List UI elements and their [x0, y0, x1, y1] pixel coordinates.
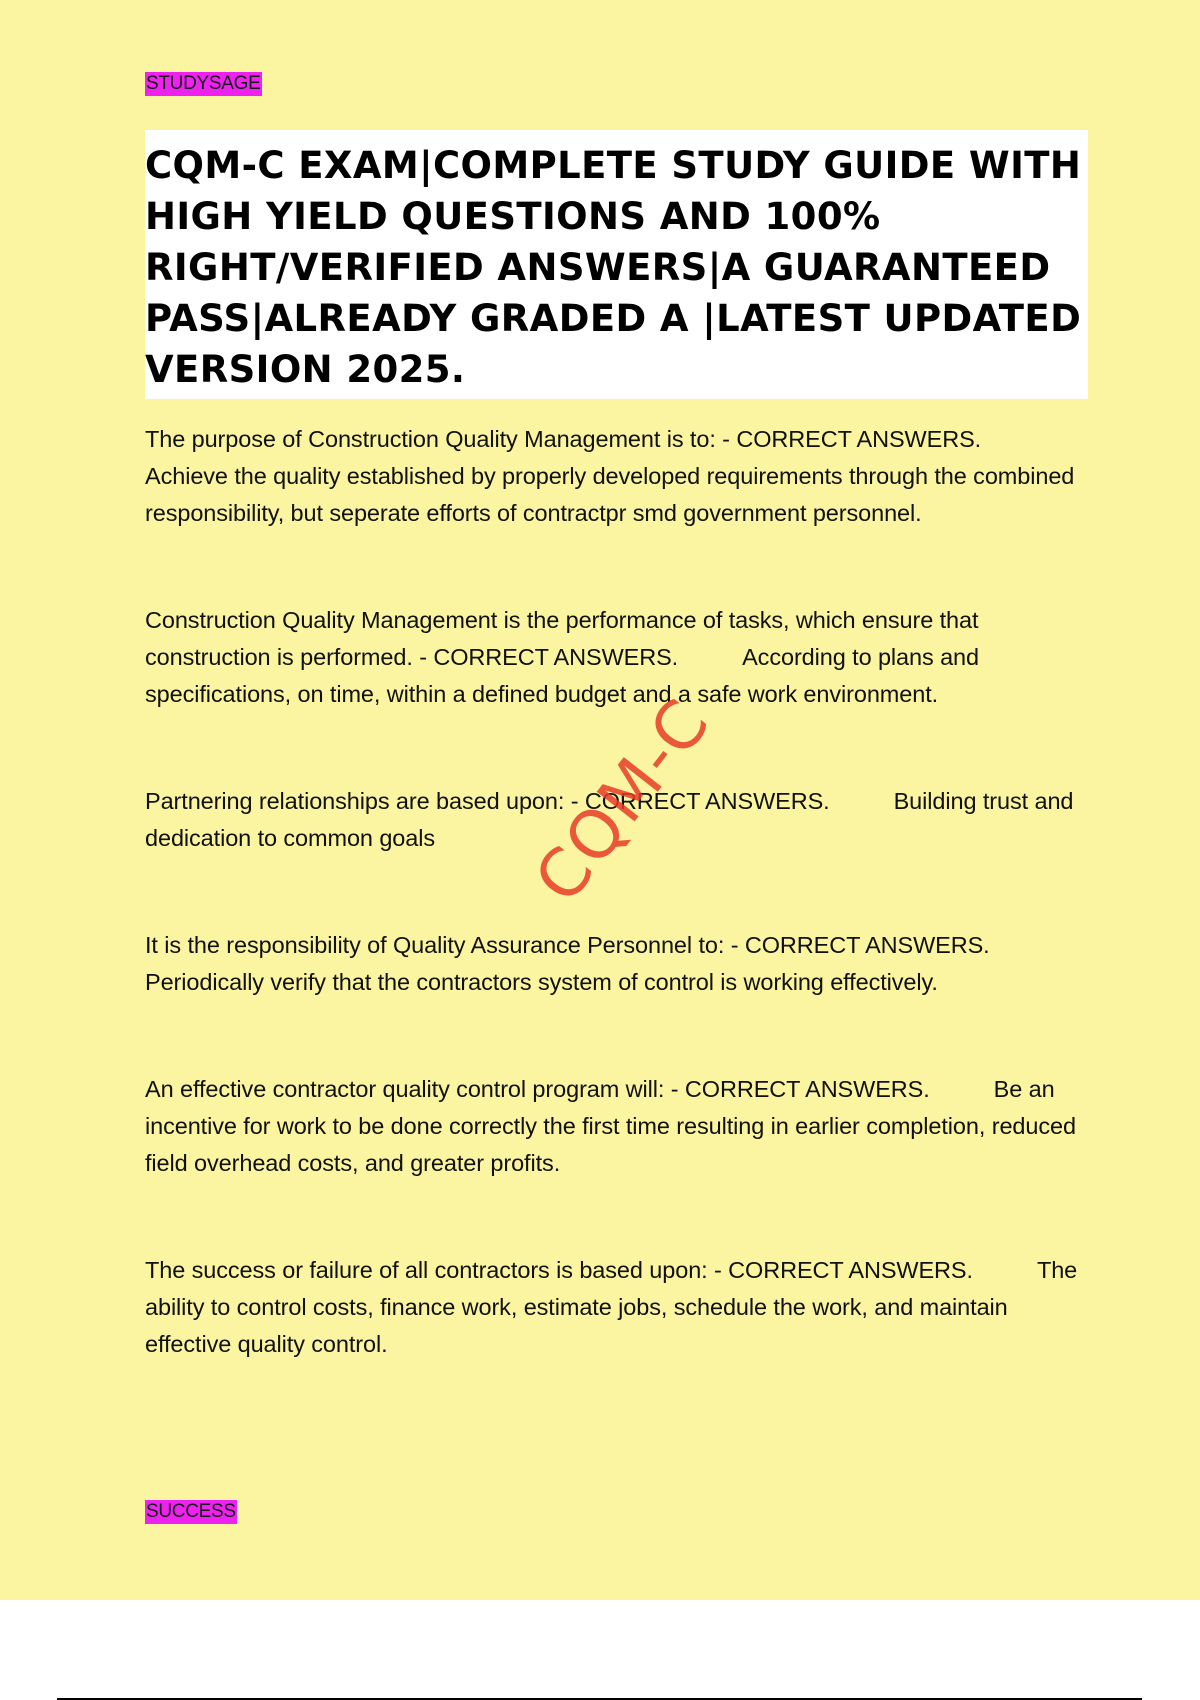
qa-question: The success or failure of all contractors is based upon: - CORRECT ANSWERS. — [145, 1257, 973, 1283]
footer-tag-wrap — [145, 1500, 237, 1524]
watermark-text: CQM-C — [519, 684, 726, 917]
qa-question: Construction Quality Management is the performance of tasks, which ensure that construction is performed. - CORRECT ANSWERS. — [145, 607, 985, 670]
qa-answer: Achieve the quality established by properly developed requirements through the combined responsibility, but seperate efforts of contractpr smd government personnel. — [145, 463, 1081, 526]
qa-item — [145, 927, 1090, 1001]
qa-item — [145, 602, 1090, 713]
document-title: CQM-C EXAM|COMPLETE STUDY GUIDE WITH HIGH YIELD QUESTIONS AND 100% RIGHT/VERIFIED ANSWERS|A GUARANTEED PASS|ALREADY GRADED A |LATEST UPDATED VERSION 2025. — [145, 144, 1082, 391]
qa-question: It is the responsibility of Quality Assurance Personnel to: - CORRECT ANSWERS. — [145, 932, 990, 958]
qa-item — [145, 1071, 1090, 1182]
qa-item — [145, 421, 1090, 532]
qa-item — [145, 783, 1090, 857]
qa-item — [145, 1252, 1090, 1363]
qa-answer: According to plans and specifications, on time, within a defined budget and a safe work environment. — [145, 644, 986, 707]
footer-tag: SUCCESS — [146, 1501, 236, 1522]
qa-list — [145, 421, 1090, 1363]
qa-answer: Building trust and dedication to common goals — [145, 788, 1080, 851]
qa-question: The purpose of Construction Quality Management is to: - CORRECT ANSWERS. — [145, 426, 982, 452]
qa-question: An effective contractor quality control program will: - CORRECT ANSWERS. — [145, 1076, 930, 1102]
qa-question: Partnering relationships are based upon: - CORRECT ANSWERS. — [145, 788, 830, 814]
header-tag: STUDYSAGE — [146, 73, 261, 94]
qa-answer: The ability to control costs, finance work, estimate jobs, schedule the work, and maintain effective quality control. — [145, 1257, 1084, 1357]
document-content — [145, 72, 1090, 1363]
qa-answer: Periodically verify that the contractors system of control is working effectively. — [145, 969, 938, 995]
qa-answer: Be an incentive for work to be done correctly the first time resulting in earlier completion, reduced field overhead costs, and greater profits. — [145, 1076, 1083, 1176]
title-box — [145, 130, 1088, 399]
